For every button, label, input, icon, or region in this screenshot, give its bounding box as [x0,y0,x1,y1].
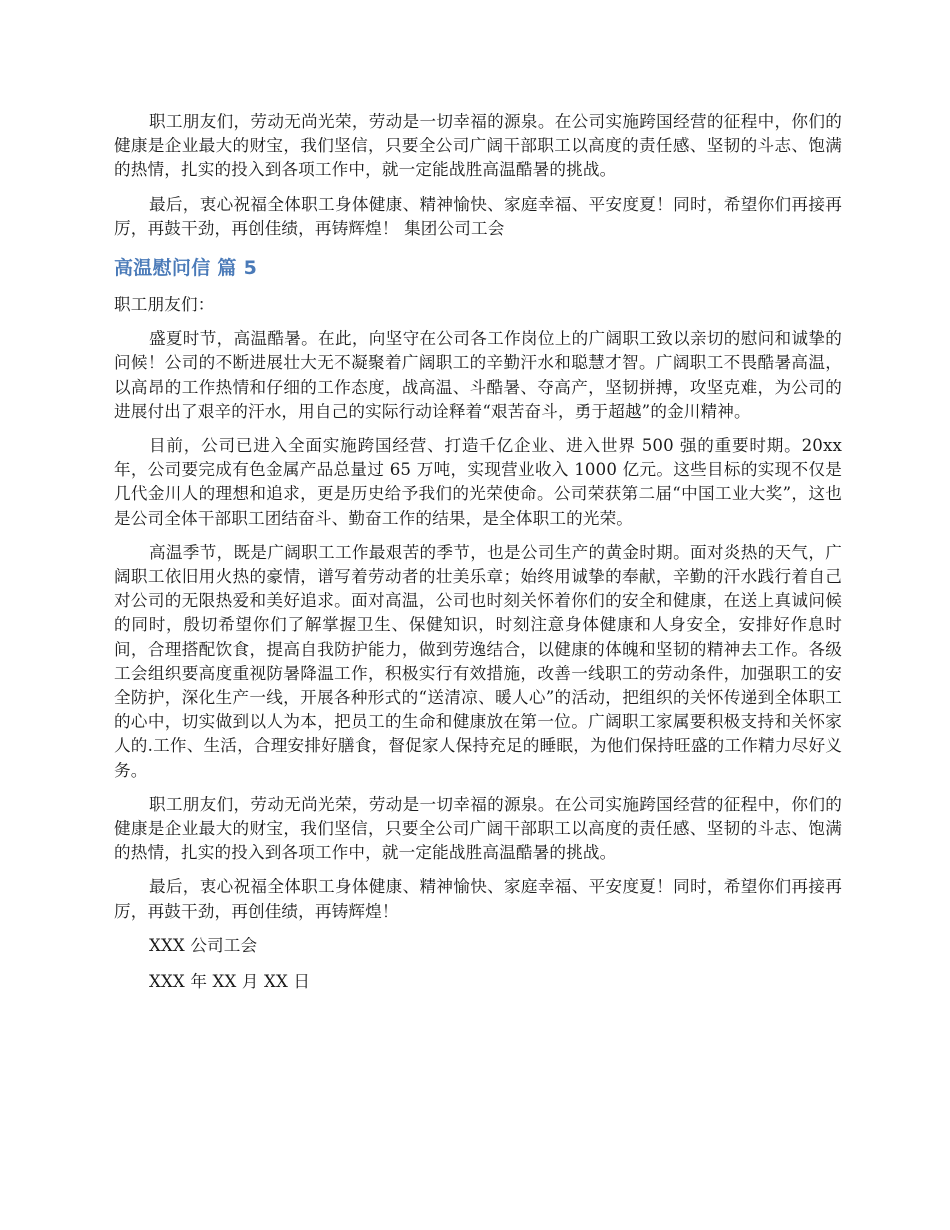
signature-date: XXX 年 XX 月 XX 日 [149,972,311,992]
paragraph: 目前，公司已进入全面实施跨国经营、打造千亿企业、进入世界 500 强的重要时期。20xx 年，公司要完成有色金属产品总量过 65 万吨，实现营业收入 1000 亿元。这些目标的实现不仅是几代金川人的理想和追求，更是历史给予我们的光荣使命。公司荣获第二届“中国工业大奖”，这也是公司全体干部职工团结奋斗、勤奋工作的结果，是全体职工的光荣。 [114,436,842,528]
paragraph: 最后，衷心祝福全体职工身体健康、精神愉快、家庭幸福、平安度夏！同时，希望你们再接再厉，再鼓干劲，再创佳绩，再铸辉煌！ [114,877,842,921]
section-heading: 高温慰问信 篇 5 [114,257,258,280]
paragraph: 盛夏时节，高温酷暑。在此，向坚守在公司各工作岗位上的广阔职工致以亲切的慰问和诚挚的问候！公司的不断进展壮大无不凝聚着广阔职工的辛勤汗水和聪慧才智。广阔职工不畏酷暑高温，以高昂的工作热情和仔细的工作态度，战高温、斗酷暑、夺高产，坚韧拼搏，攻坚克难，为公司的进展付出了艰辛的汗水，用自己的实际行动诠释着“艰苦奋斗，勇于超越”的金川精神。 [114,329,842,421]
paragraph: 职工朋友们，劳动无尚光荣，劳动是一切幸福的源泉。在公司实施跨国经营的征程中，你们的健康是企业最大的财宝，我们坚信，只要全公司广阔干部职工以高度的责任感、坚韧的斗志、饱满的热情，扎实的投入到各项工作中，就一定能战胜高温酷暑的挑战。 [114,794,842,863]
signature-organization: XXX 公司工会 [149,935,258,955]
salutation: 职工朋友们： [114,295,215,315]
document-page [114,110,842,1006]
paragraph: 职工朋友们，劳动无尚光荣，劳动是一切幸福的源泉。在公司实施跨国经营的征程中，你们的健康是企业最大的财宝，我们坚信，只要全公司广阔干部职工以高度的责任感、坚韧的斗志、饱满的热情，扎实的投入到各项工作中，就一定能战胜高温酷暑的挑战。 [114,112,842,180]
paragraph: 最后，衷心祝福全体职工身体健康、精神愉快、家庭幸福、平安度夏！同时，希望你们再接再厉，再鼓干劲，再创佳绩，再铸辉煌！ 集团公司工会 [114,194,842,238]
paragraph: 高温季节，既是广阔职工工作最艰苦的季节，也是公司生产的黄金时期。面对炎热的天气，广阔职工依旧用火热的豪情，谱写着劳动者的壮美乐章；始终用诚挚的奉献，辛勤的汗水践行着自己对公司的无限热爱和美好追求。面对高温，公司也时刻关怀着你们的安全和健康，在送上真诚问候的同时，殷切希望你们了解掌握卫生、保健知识，时刻注意身体健康和人身安全，安排好作息时间，合理搭配饮食，提高自我防护能力，做到劳逸结合，以健康的体魄和坚韧的精神去工作。各级工会组织要高度重视防暑降温工作，积极实行有效措施，改善一线职工的劳动条件，加强职工的安全防护，深化生产一线，开展各种形式的“送清凉、暖人心”的活动，把组织的关怀传递到全体职工的心中，切实做到以人为本，把员工的生命和健康放在第一位。广阔职工家属要积极支持和关怀家人的.工作、生活，合理安排好膳食，督促家人保持充足的睡眠，为他们保持旺盛的工作精力尽好义务。 [114,542,842,780]
